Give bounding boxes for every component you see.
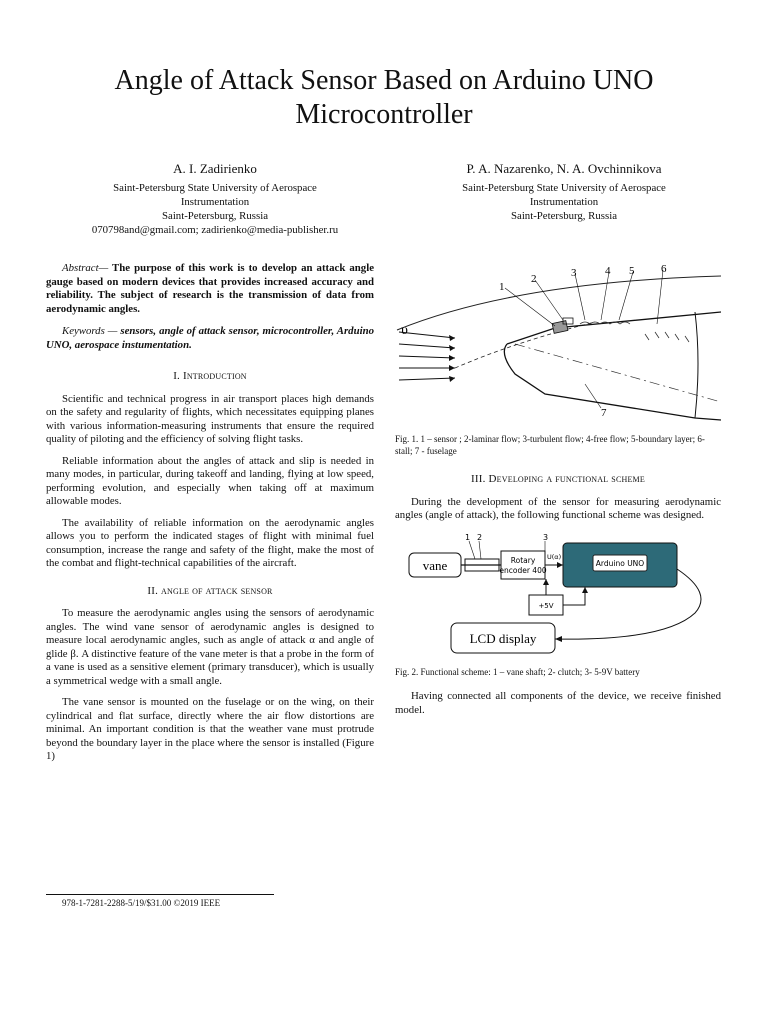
paragraph: During the development of the sensor for measuring aerodynamic angles (angle of attack), the following functional scheme was designed. [395, 495, 721, 521]
author-email: 070798and@gmail.com; zadirienko@media-publisher.ru [91, 224, 339, 236]
paragraph: The vane sensor is mounted on the fuselage or on the wing, on their cylindrical and flat surface, directly where the air flow distortions are minimal. An important condition is that the weather vane must protrude beyond the boundary layer in the place where the sensor is installed (Figure 1) [46, 696, 374, 762]
encoder-label-2: encoder 400 [499, 565, 547, 575]
lcd-label: LCD display [469, 630, 537, 646]
paragraph: The availability of reliable information on the aerodynamic angles allows you to perform the indicated stages of flight with minimal fuel consumption, increase the range and safety of the flight, make the most of the combat and flight-technical capabilities of the aircraft. [46, 516, 374, 569]
fuselage-top [507, 312, 721, 344]
paragraph: Reliable information about the angles of attack and slip is needed in many modes, in particular, during takeoff and landing, flying at low speed, performing evolution, and especially when taking off at maximum allowable modes. [46, 454, 374, 507]
arduino-label: Arduino UNO [595, 558, 645, 568]
section-heading: III. Developing a functional scheme [471, 473, 645, 485]
affiliation-line: Saint-Petersburg State University of Aerospace [113, 182, 317, 194]
fig1-label-7: 7 [601, 407, 607, 419]
incoming-flow-arrowheads [449, 335, 455, 382]
incoming-flow-arrows [399, 332, 455, 380]
boundary-line [455, 322, 595, 368]
author-name: A. I. Zadirienko [173, 161, 257, 176]
affiliation-line: Instrumentation [180, 196, 250, 208]
fig1-label-3: 3 [571, 267, 577, 279]
paragraph: Having connected all components of the device, we receive finished model. [395, 690, 721, 716]
paragraph: Scientific and technical progress in air transport places high demands on the safety and regularity of flights, which necessitates equipping planes with various information-measuring instruments that ensure the required quality of piloting and the efficiency of solving flight tasks. [46, 392, 374, 445]
fuselage-end [695, 312, 698, 418]
footer-copyright: 978-1-7281-2288-5/19/$31.00 ©2019 IEEE [62, 898, 221, 908]
figure-1-caption: Fig. 1. 1 – sensor ; 2-laminar flow; 3-turbulent flow; 4-free flow; 5-boundary layer; 6-stall; 7 - fuselage [395, 434, 705, 456]
affiliation-line: Saint-Petersburg, Russia [162, 210, 268, 222]
fuselage-outline [504, 344, 721, 420]
keywords-text: sensors, angle of attack sensor, microcontroller, Arduino UNO, aerospace instumentation. [46, 325, 374, 351]
footer-divider [46, 894, 274, 895]
author-block-1 [40, 162, 390, 237]
affiliation-line: Instrumentation [529, 196, 599, 208]
fig1-label-4: 4 [605, 265, 611, 277]
abstract [46, 262, 374, 316]
stall-arrows [645, 332, 689, 342]
vane-label: vane [422, 557, 448, 573]
fig1-label-6: 6 [661, 263, 667, 275]
author-block-2 [390, 162, 738, 223]
keywords [46, 325, 374, 352]
keywords-lead: Keywords — [62, 325, 118, 337]
section-heading: I. Introduction [173, 370, 247, 382]
fig1-label-2: 2 [531, 273, 537, 285]
encoder-label-1: Rotary [510, 555, 536, 565]
power-label: +5V [538, 601, 554, 610]
fig1-label-5: 5 [629, 265, 635, 277]
abstract-text: The purpose of this work is to develop an attack angle gauge based on modern devices that provides increased accuracy and reliability. The subject of research is the transmission of data from aerodynamic angles. [46, 262, 374, 315]
affiliation-line: Saint-Petersburg State University of Aerospace [462, 182, 666, 194]
figure-2-functional-scheme [395, 533, 721, 663]
fig2-label-3: 3 [543, 532, 549, 542]
abstract-lead: Abstract— [62, 262, 109, 274]
figure-1-airflow-diagram [395, 262, 721, 430]
author-name: P. A. Nazarenko, N. A. Ovchinnikova [466, 161, 662, 176]
fig1-label-1: 1 [499, 281, 505, 293]
fig2-label-2: 2 [477, 532, 483, 542]
right-column [395, 262, 721, 725]
affiliation-line: Saint-Petersburg, Russia [511, 210, 617, 222]
signal-label: U(α) [547, 552, 562, 561]
fig1-velocity-symbol: υ [401, 323, 408, 338]
sensor-body [552, 321, 568, 334]
fuselage-axis [515, 344, 721, 402]
section-heading: II. angle of attack sensor [147, 584, 273, 597]
figure-2-caption: Fig. 2. Functional scheme: 1 – vane shaft; 2- clutch; 3- 5-9V battery [395, 666, 640, 677]
paragraph: To measure the aerodynamic angles using the sensors of aerodynamic angles. The wind vane sensor of aerodynamic angles is designed to measure local aerodynamic angles, such as angle of attack α and angle of glide β. A distinctive feature of the vane meter is that a probe in the form of a vane is used as a sensitive element (primary transducer), which is usually a symmetrical wedge with a small angle. [46, 607, 374, 687]
left-column [46, 262, 374, 772]
paper-title: Angle of Attack Sensor Based on Arduino UNO Microcontroller [114, 65, 654, 130]
fig2-label-1: 1 [465, 532, 471, 542]
